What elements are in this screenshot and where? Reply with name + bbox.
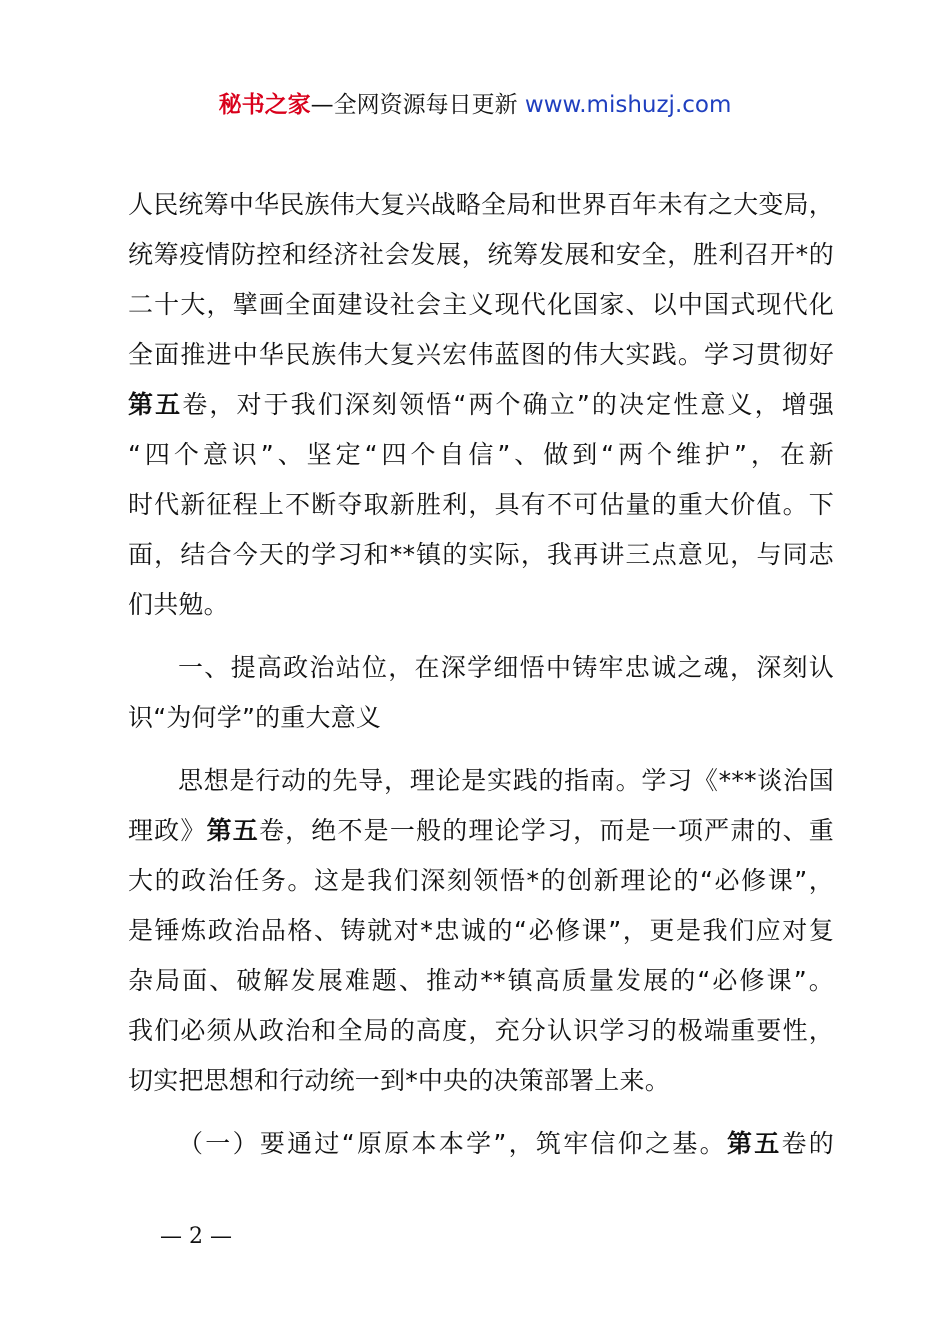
paragraph-line: 是锤炼政治品格、铸就对*忠诚的“必修课”，更是我们应对复 [128, 916, 834, 945]
site-header [0, 88, 950, 122]
paragraph-line [128, 387, 834, 423]
paragraph-line [128, 813, 834, 849]
paragraph-line: 大的政治任务。这是我们深刻领悟*的创新理论的“必修课”， [128, 866, 834, 895]
paragraph-line: 切实把思想和行动统一到*中央的决策部署上来。 [128, 1066, 670, 1095]
paragraph-text: 理政》 [128, 816, 207, 845]
paragraph-text: （一）要通过“原原本本学”，筑牢信仰之基。 [178, 1129, 727, 1158]
site-brand: 秘书之家 [218, 92, 311, 118]
bold-volume-label: 第五 [128, 390, 183, 419]
page-number: — 2 — [160, 1224, 232, 1249]
section-heading-line: 一、提高政治站位，在深学细悟中铸牢忠诚之魂，深刻认 [178, 653, 834, 682]
site-url-link[interactable]: www.mishuzj.com [524, 92, 732, 118]
site-tagline: —全网资源每日更新 [310, 92, 525, 118]
paragraph-line: 们共勉。 [128, 590, 229, 619]
paragraph-line: 面，结合今天的学习和**镇的实际，我再讲三点意见，与同志 [128, 540, 834, 569]
paragraph-text: 卷，绝不是一般的理论学习，而是一项严肃的、重 [258, 816, 834, 845]
paragraph-line: 全面推进中华民族伟大复兴宏伟蓝图的伟大实践。学习贯彻好 [128, 340, 834, 369]
paragraph-line: “四个意识”、坚定“四个自信”、做到“两个维护”，在新 [128, 440, 834, 469]
paragraph-line: 人民统筹中华民族伟大复兴战略全局和世界百年未有之大变局， [128, 190, 834, 219]
paragraph-line: 统筹疫情防控和经济社会发展，统筹发展和安全，胜利召开*的 [128, 240, 834, 269]
paragraph-line: 时代新征程上不断夺取新胜利，具有不可估量的重大价值。下 [128, 490, 834, 519]
paragraph-text: 卷的 [781, 1129, 835, 1158]
paragraph-line: 杂局面、破解发展难题、推动**镇高质量发展的“必修课”。 [128, 966, 834, 995]
bold-volume-label: 第五 [726, 1129, 782, 1158]
bold-volume-label: 第五 [206, 816, 259, 845]
section-heading-line: 识“为何学”的重大意义 [128, 703, 382, 732]
paragraph-line: 二十大，擘画全面建设社会主义现代化国家、以中国式现代化 [128, 290, 834, 319]
paragraph-text: 卷，对于我们深刻领悟“两个确立”的决定性意义，增强 [182, 390, 835, 419]
paragraph-line: 思想是行动的先导，理论是实践的指南。学习《***谈治国 [178, 766, 834, 795]
paragraph-line [128, 1126, 834, 1162]
paragraph-line: 我们必须从政治和全局的高度，充分认识学习的极端重要性， [128, 1016, 834, 1045]
